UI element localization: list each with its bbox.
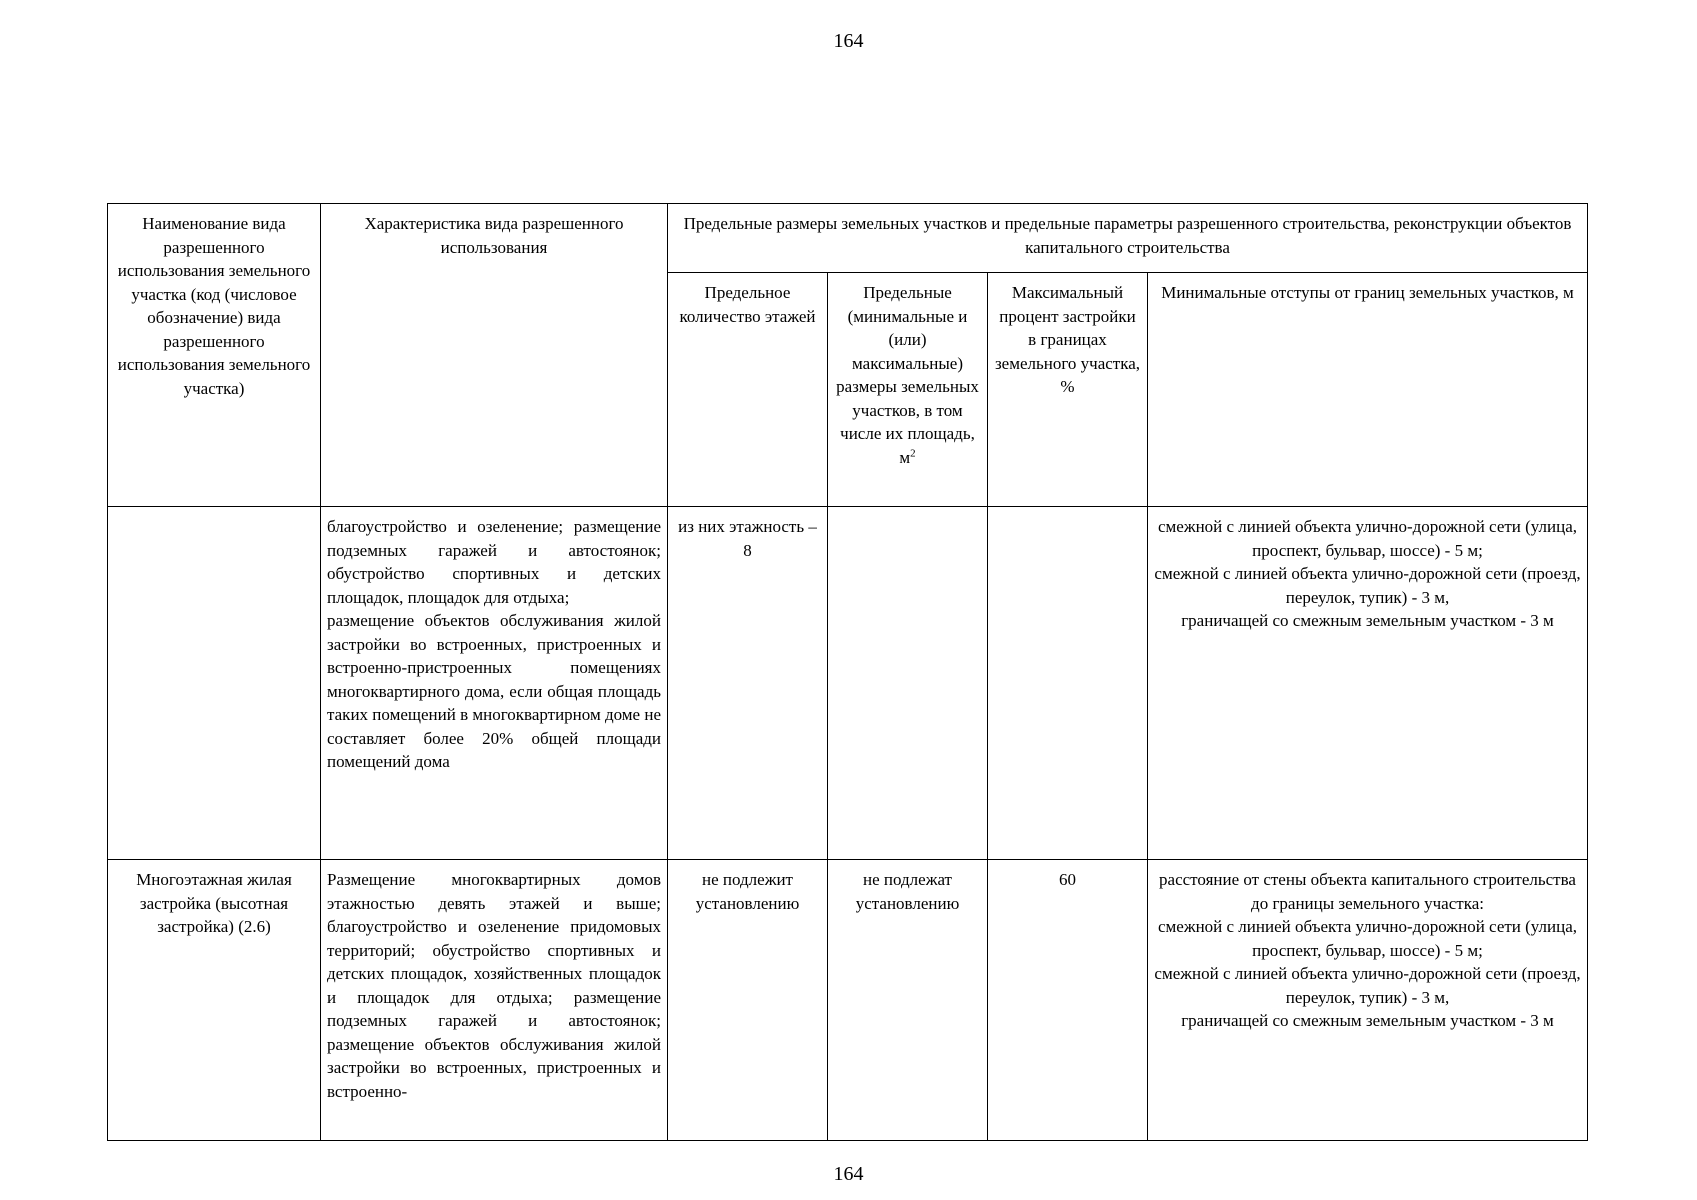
header-max-floors: Предельное количество этажей [668, 273, 828, 507]
cell-max-floors: не подлежит установлению [668, 860, 828, 1141]
cell-min-setbacks: смежной с линией объекта улично-дорожной сети (улица, проспект, бульвар, шоссе) - 5 м; смежной с линией объекта улично-дорожной сети (проезд, переулок, тупик) - 3 м, граничащей со смежным земельным участком - 3 м [1148, 507, 1588, 860]
cell-use-name: Многоэтажная жилая застройка (высотная застройка) (2.6) [108, 860, 321, 1141]
header-permitted-use-name: Наименование вида разрешенного использования земельного участка (код (числовое обозначение) вида разрешенного использования земельного участка) [108, 204, 321, 507]
header-permitted-use-characteristic: Характеристика вида разрешенного использования [321, 204, 668, 507]
cell-use-characteristic: благоустройство и озеленение; размещение подземных гаражей и автостоянок; обустройство спортивных и детских площадок, площадок для отдыха; размещение объектов обслуживания жилой застройки во встроенных, пристроенных и встроенно-пристроенных помещениях многоквартирного дома, если общая площадь таких помещений в многоквартирном доме не составляет более 20% общей площади помещений дома [321, 507, 668, 860]
table-row [108, 507, 1588, 860]
cell-use-name [108, 507, 321, 860]
table-header-row-1 [108, 204, 1588, 273]
cell-max-coverage: 60 [988, 860, 1148, 1141]
header-plot-sizes-text: Предельные (минимальные и (или) максимальные) размеры земельных участков, в том числе их площадь, м [836, 283, 979, 467]
header-min-setbacks: Минимальные отступы от границ земельных участков, м [1148, 273, 1588, 507]
cell-max-floors: из них этажность – 8 [668, 507, 828, 860]
page-number-top: 164 [833, 30, 864, 52]
table-row [108, 860, 1588, 1141]
cell-min-setbacks: расстояние от стены объекта капитального строительства до границы земельного участка: смежной с линией объекта улично-дорожной сети (улица, проспект, бульвар, шоссе) - 5 м; смежной с линией объекта улично-дорожной сети (проезд, переулок, тупик) - 3 м, граничащей со смежным земельным участком - 3 м [1148, 860, 1588, 1141]
header-plot-sizes [828, 273, 988, 507]
cell-plot-sizes: не подлежат установлению [828, 860, 988, 1141]
header-limit-parameters: Предельные размеры земельных участков и предельные параметры разрешенного строительства, реконструкции объектов капитального строительства [668, 204, 1588, 273]
cell-max-coverage [988, 507, 1148, 860]
header-max-coverage: Максимальный процент застройки в границах земельного участка, % [988, 273, 1148, 507]
zoning-regulations-table [107, 203, 1588, 1141]
cell-plot-sizes [828, 507, 988, 860]
cell-use-characteristic: Размещение многоквартирных домов этажностью девять этажей и выше; благоустройство и озеленение придомовых территорий; обустройство спортивных и детских площадок, хозяйственных площадок и площадок для отдыха; размещение подземных гаражей и автостоянок; размещение объектов обслуживания жилой застройки во встроенных, пристроенных и встроенно- [321, 860, 668, 1141]
header-plot-sizes-sup: 2 [910, 446, 916, 459]
page-number-bottom: 164 [833, 1163, 864, 1185]
